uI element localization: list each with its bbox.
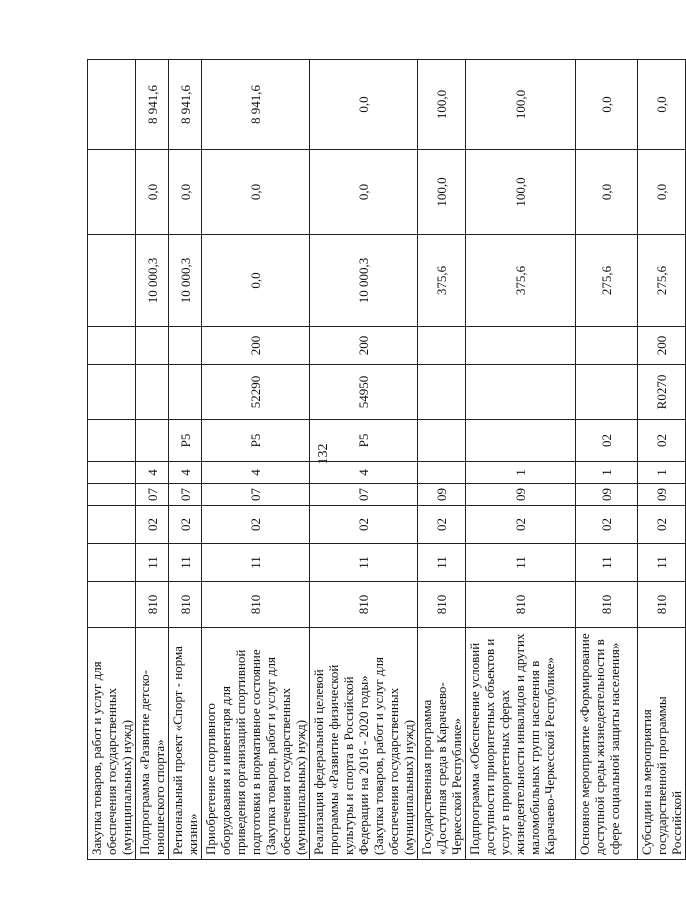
row-c4-cell: 07 bbox=[169, 484, 202, 506]
row-v1-cell: 10 000,3 bbox=[136, 235, 169, 327]
row-c3-cell: 02 bbox=[310, 506, 418, 544]
row-c3-cell: 02 bbox=[466, 506, 576, 544]
row-c5-cell: 4 bbox=[169, 462, 202, 484]
row-name-cell: Подпрограмма «Развитие детско-юношеского спорта» bbox=[136, 628, 169, 860]
row-c5-cell: 4 bbox=[202, 462, 310, 484]
table-row bbox=[169, 60, 202, 860]
row-c7-cell bbox=[169, 365, 202, 420]
row-c6-cell bbox=[418, 420, 466, 462]
row-name-cell: Субсидии на мероприятия государственной программы Российской bbox=[638, 628, 686, 860]
row-c6-cell: P5 bbox=[310, 420, 418, 462]
row-v3-cell: 100,0 bbox=[466, 60, 576, 150]
row-c7-cell bbox=[136, 365, 169, 420]
row-v1-cell: 275,6 bbox=[576, 235, 638, 327]
row-c2-cell: 11 bbox=[638, 544, 686, 582]
row-c1-cell: 810 bbox=[418, 582, 466, 628]
table-row bbox=[88, 60, 136, 860]
table-row bbox=[136, 60, 169, 860]
row-c1-cell: 810 bbox=[576, 582, 638, 628]
row-c7-cell: 54950 bbox=[310, 365, 418, 420]
row-c1-cell: 810 bbox=[202, 582, 310, 628]
row-c3-cell: 02 bbox=[202, 506, 310, 544]
row-c4-cell: 07 bbox=[136, 484, 169, 506]
row-c5-cell: 4 bbox=[136, 462, 169, 484]
row-v2-cell: 0,0 bbox=[202, 150, 310, 235]
row-c1-cell bbox=[88, 582, 136, 628]
row-c2-cell: 11 bbox=[418, 544, 466, 582]
table-row bbox=[202, 60, 310, 860]
row-v3-cell: 100,0 bbox=[418, 60, 466, 150]
row-v3-cell: 0,0 bbox=[638, 60, 686, 150]
row-c8-cell bbox=[136, 327, 169, 365]
page-number: 132 bbox=[316, 443, 331, 465]
table-row bbox=[418, 60, 466, 860]
budget-table bbox=[87, 59, 686, 860]
row-c2-cell: 11 bbox=[576, 544, 638, 582]
row-name-cell: Основное мероприятие «Формирование доступной среды жизнедеятельности в сфере социальной защиты населения» bbox=[576, 628, 638, 860]
row-v3-cell: 0,0 bbox=[310, 60, 418, 150]
row-v2-cell: 0,0 bbox=[638, 150, 686, 235]
row-c2-cell: 11 bbox=[169, 544, 202, 582]
row-v3-cell: 0,0 bbox=[576, 60, 638, 150]
row-c7-cell bbox=[466, 365, 576, 420]
row-c2-cell: 11 bbox=[202, 544, 310, 582]
row-c6-cell: 02 bbox=[638, 420, 686, 462]
row-c2-cell bbox=[88, 544, 136, 582]
row-c2-cell: 11 bbox=[310, 544, 418, 582]
row-c5-cell: 1 bbox=[638, 462, 686, 484]
row-c6-cell: P5 bbox=[169, 420, 202, 462]
row-c3-cell bbox=[88, 506, 136, 544]
row-c8-cell bbox=[169, 327, 202, 365]
table-row bbox=[576, 60, 638, 860]
row-c6-cell: 02 bbox=[576, 420, 638, 462]
row-c5-cell: 1 bbox=[576, 462, 638, 484]
row-name-cell: Региональный проект «Спорт - норма жизни» bbox=[169, 628, 202, 860]
row-c3-cell: 02 bbox=[169, 506, 202, 544]
row-name-cell: Закупка товаров, работ и услуг для обеспечения государственных (муниципальных) нужд) bbox=[88, 628, 136, 860]
row-v3-cell bbox=[88, 60, 136, 150]
row-c7-cell: R0270 bbox=[638, 365, 686, 420]
row-c6-cell bbox=[88, 420, 136, 462]
row-c5-cell: 4 bbox=[310, 462, 418, 484]
table-row bbox=[638, 60, 686, 860]
row-v2-cell: 100,0 bbox=[466, 150, 576, 235]
row-v3-cell: 8 941,6 bbox=[136, 60, 169, 150]
row-c6-cell bbox=[466, 420, 576, 462]
table-row bbox=[466, 60, 576, 860]
row-c7-cell bbox=[576, 365, 638, 420]
row-v2-cell: 0,0 bbox=[576, 150, 638, 235]
row-v1-cell: 10 000,3 bbox=[169, 235, 202, 327]
row-c3-cell: 02 bbox=[418, 506, 466, 544]
row-name-cell: Приобретение спортивного оборудования и инвентаря для приведения организаций спортивной подготовки в нормативное состояние (Закупка товаров, работ и услуг для обеспечения государственных (муниципальных) нужд) bbox=[202, 628, 310, 860]
row-v2-cell bbox=[88, 150, 136, 235]
row-c8-cell bbox=[466, 327, 576, 365]
row-name-cell: Подпрограмма «Обеспечение условий доступности приоритетных объектов и услуг в приоритетных сферах жизнедеятельности инвалидов и других маломобильных групп населения в Карачаево-Черкесской Республике» bbox=[466, 628, 576, 860]
row-c1-cell: 810 bbox=[638, 582, 686, 628]
table-row bbox=[310, 60, 418, 860]
row-c8-cell bbox=[576, 327, 638, 365]
row-c8-cell bbox=[418, 327, 466, 365]
row-c8-cell: 200 bbox=[202, 327, 310, 365]
row-v1-cell: 275,6 bbox=[638, 235, 686, 327]
row-c1-cell: 810 bbox=[169, 582, 202, 628]
row-c2-cell: 11 bbox=[466, 544, 576, 582]
row-c7-cell: 52290 bbox=[202, 365, 310, 420]
row-c3-cell: 02 bbox=[638, 506, 686, 544]
row-c6-cell bbox=[136, 420, 169, 462]
row-c5-cell: 1 bbox=[466, 462, 576, 484]
rotated-table-wrapper bbox=[87, 60, 684, 860]
row-c4-cell: 09 bbox=[638, 484, 686, 506]
row-v1-cell: 10 000,3 bbox=[310, 235, 418, 327]
row-c4-cell bbox=[88, 484, 136, 506]
row-v1-cell: 0,0 bbox=[202, 235, 310, 327]
row-c6-cell: P5 bbox=[202, 420, 310, 462]
row-v2-cell: 100,0 bbox=[418, 150, 466, 235]
row-c5-cell bbox=[418, 462, 466, 484]
row-v1-cell bbox=[88, 235, 136, 327]
row-c8-cell bbox=[88, 327, 136, 365]
row-v3-cell: 8 941,6 bbox=[202, 60, 310, 150]
row-c8-cell: 200 bbox=[638, 327, 686, 365]
row-v1-cell: 375,6 bbox=[466, 235, 576, 327]
row-c2-cell: 11 bbox=[136, 544, 169, 582]
row-c7-cell bbox=[88, 365, 136, 420]
row-c4-cell: 07 bbox=[310, 484, 418, 506]
row-c4-cell: 07 bbox=[202, 484, 310, 506]
row-v2-cell: 0,0 bbox=[169, 150, 202, 235]
row-c3-cell: 02 bbox=[576, 506, 638, 544]
row-v2-cell: 0,0 bbox=[136, 150, 169, 235]
row-c1-cell: 810 bbox=[136, 582, 169, 628]
row-name-cell: Реализация федеральной целевой программы «Развитие физической культуры и спорта в Российской Федерации на 2016 - 2020 годы» (Закупка товаров, работ и услуг для обеспечения государственных (муниципальных) нужд) bbox=[310, 628, 418, 860]
row-c5-cell bbox=[88, 462, 136, 484]
row-c4-cell: 09 bbox=[418, 484, 466, 506]
row-v3-cell: 8 941,6 bbox=[169, 60, 202, 150]
row-c8-cell: 200 bbox=[310, 327, 418, 365]
row-v1-cell: 375,6 bbox=[418, 235, 466, 327]
row-c3-cell: 02 bbox=[136, 506, 169, 544]
row-c7-cell bbox=[418, 365, 466, 420]
row-name-cell: Государственная программа «Доступная среда в Карачаево-Черкесской Республике» bbox=[418, 628, 466, 860]
row-v2-cell: 0,0 bbox=[310, 150, 418, 235]
row-c4-cell: 09 bbox=[576, 484, 638, 506]
row-c4-cell: 09 bbox=[466, 484, 576, 506]
row-c1-cell: 810 bbox=[466, 582, 576, 628]
row-c1-cell: 810 bbox=[310, 582, 418, 628]
